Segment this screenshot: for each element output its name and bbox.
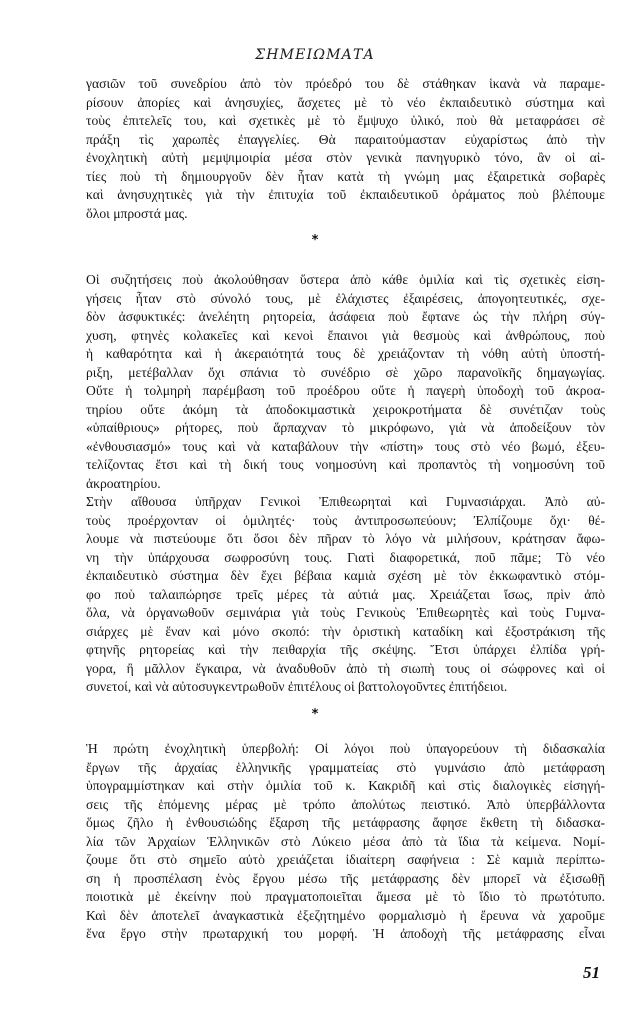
text-line: ρίσουν ἀπορίες καὶ ἀνησυχίες, ἄσχετες μὲ τὸ νέο ἐκπαιδευτικὸ σύστημα καὶ	[86, 94, 605, 110]
paragraph-section-1	[86, 75, 605, 223]
text-line: «ἐνθουσιασμό» τους καὶ νὰ καταβάλουν τὴν «πίστη» τους στὸ νέο βωμό, ἐξευ-	[86, 438, 605, 454]
paragraph-section-3	[86, 740, 605, 944]
text-line: σεις τῆς ἑπόμενης μέρας μὲ τρόπο ἀπολύτως πειστικό. Ἀπὸ ὑπερβάλλοντα	[86, 796, 605, 812]
text-line: γήσεις ἦταν στὸ σύνολό τους, μὲ ἐλάχιστες ἐξαιρέσεις, ἀπογοητευτικές, σχε-	[86, 290, 605, 306]
text-line: Καὶ δὲν ἀποτελεῖ ἀναγκαστικὰ ἐξεζητημένο φορμαλισμὸ ἡ ἔρευνα νὰ χαροῦμε	[86, 907, 605, 923]
text-line: λουμε νὰ πιστεύουμε ὅτι ὅσοι δὲν πῆραν τὸ λόγο νὰ μιλήσουν, κράτησαν ἄφω-	[86, 531, 605, 546]
paragraph-section-2	[86, 271, 605, 697]
text-line: ζουμε ὅτι στὸ σημεῖο αὐτὸ χρειάζεται ἰδιαίτερη σαφήνεια : Σὲ καμιὰ περίπτω-	[86, 852, 605, 867]
text-line: ὅμως ζῆλο ἡ ἐνθουσιώδης ἔξαρση τῆς μετάφρασης ἄφησε ἔκθετη τὴ διδασκα-	[86, 815, 605, 830]
text-line: τοὺς ἐπιτελεῖς του, καὶ σχετικὲς μὲ τὸ ἔμψυχο ὑλικό, ποὺ θὰ μεταφράσει σὲ	[86, 113, 605, 128]
text-line: γασιῶν τοῦ συνεδρίου ἀπὸ τὸν πρόεδρό του δὲ στάθηκαν ἱκανὰ νὰ παραμε-	[86, 76, 605, 91]
text-line: Οὔτε ἡ τολμηρὴ παρέμβαση τοῦ προέδρου οὔτε ἡ παγερὴ ὑποδοχὴ τοῦ ἀκροα-	[86, 383, 605, 398]
text-line: ἐνοχλητικὴ αὐτὴ μεμψιμοιρία μέσα στὸν γενικὰ πανηγυρικὸ τόνο, ἂν οἱ αἰ-	[86, 150, 605, 165]
section-separator-star: *	[311, 707, 319, 722]
text-line: ἐκπαιδευτικὸ σύστημα δὲν ἔχει βέβαια καμιὰ σχέση μὲ τὸν ἐκκωφαντικὸ στόμ-	[86, 568, 605, 583]
text-line: φτηνῆς ρητορείας καὶ τὴν πειθαρχία τῆς σκέψης. Ἔτσι ὑπάρχει ἐλπίδα γρή-	[86, 642, 605, 657]
text-line: ποιοτικὰ μὲ ἐκείνην ποὺ πραγματοποιεῖται ἄμεσα μὲ τὸ ἴδιο τὸ πρωτότυπο.	[86, 889, 605, 904]
text-line: ἔργων τῆς ἀρχαίας ἑλληνικῆς γραμματείας στὸ γυμνάσιο ἀπὸ μετάφραση	[86, 759, 605, 775]
text-line: ὅλα, νὰ ὀργανωθοῦν σεμινάρια γιὰ τοὺς Γενικοὺς Ἐπιθεωρητὲς καὶ τοὺς Γυμνα-	[86, 605, 605, 620]
text-line: λία τῶν Ἀρχαίων Ἑλληνικῶν στὸ Λύκειο μέσα ἀπὸ τὰ ἴδια τὰ κείμενα. Νομί-	[86, 833, 605, 849]
text-line: νη τὴν ὑπάρχουσα σωφροσύνη τους. Γιατὶ διαφορετικά, ποῦ πᾶμε; Τὸ νέο	[86, 549, 605, 565]
running-header: ΣΗΜΕΙΩΜΑΤΑ	[255, 47, 375, 63]
text-line: σιάρχες μὲ ἕναν καὶ μόνο σκοπό: τὴν ὁριστικὴ καταδίκη καὶ ἐξοστράκιση τῆς	[86, 623, 605, 639]
text-line: ὅλοι μπροστά μας.	[86, 205, 188, 221]
text-line: τοὺς προέρχονταν οἱ ὁμιλητές· τοὺς ἀντιπροσωπεύουν; Ἐλπίζουμε ὄχι· θέ-	[86, 512, 605, 528]
text-line: ἀκροατηρίου.	[86, 475, 161, 491]
text-line: ση ἡ προσπέλαση ἑνὸς ἔργου μέσω τῆς μετάφρασης δὲν μπορεῖ νὰ ἐξισωθῇ	[86, 870, 605, 886]
section-separator-star: *	[311, 233, 319, 248]
text-line: ριξη, μετέβαλλαν ὄχι σπάνια τὸ συνέδριο σὲ χῶρο παρανοϊκῆς δημαγωγίας.	[86, 364, 605, 380]
text-line: δὸν ἀσφυκτικές: ἀνελέητη ρητορεία, ἀσάφεια ποὺ ἔφτανε ὡς τὴν πλήρη σύγ-	[86, 309, 605, 324]
text-line: συνετοί, καὶ νὰ αὐτοσυγκεντρωθοῦν ἐπιτέλους οἱ βαττολογοῦντες ἐπιτήδειοι.	[86, 679, 508, 694]
text-line: πράξη τὶς χαρωπὲς ἐπαγγελίες. Θὰ παραιτούμασταν εὐχαρίστως ἀπὸ τὴν	[86, 131, 605, 147]
text-line: «ὑπαίθριους» ρήτορες, ποὺ ἅρπαχναν τὸ μικρόφωνο, γιὰ νὰ ἀποδείξουν τὸν	[86, 420, 605, 435]
text-line: τίες ποὺ τὴ δημιουργοῦν δὲν ἦταν κατὰ τὴ γνώμη μας ἐξαιρετικὰ σοβαρὲς	[86, 168, 605, 184]
text-line: τελίζοντας ἔτσι καὶ τὴ δική τους νοημοσύνη καὶ προπαντὸς τὴ νοημοσύνη τοῦ	[86, 457, 605, 472]
page-number: 51	[583, 963, 600, 982]
text-line: χυση, φτηνὲς κολακεῖες καὶ κενοὶ ἔπαινοι γιὰ θεσμοὺς καὶ ἀνθρώπους, ποὺ	[86, 327, 605, 343]
text-line: καὶ ἀνησυχητικὲς γιὰ τὴν ἐπιτυχία τοῦ ἐκπαιδευτικοῦ ὁράματος ποὺ βλέπουμε	[86, 187, 605, 202]
text-line: ὑπογραμμίστηκαν καὶ στὴν ὁμιλία τοῦ κ. Κακριδῆ καὶ στὶς διαλογικὲς εἰσηγή-	[86, 778, 605, 793]
text-line: Οἱ συζητήσεις ποὺ ἀκολούθησαν ὕστερα ἀπὸ κάθε ὁμιλία καὶ τὶς σχετικὲς εἰση-	[86, 272, 605, 287]
text-line: τηρίου οὔτε ἀκόμη τὰ ἀποδοκιμαστικὰ χειροκροτήματα δὲ συνέτιζαν τοὺς	[86, 401, 605, 417]
text-line: ἕνα ἔργο στὴν πρωταρχική του μορφή. Ἡ ἀποδοχὴ τῆς μετάφρασης εἶναι	[86, 926, 605, 941]
text-line: γορα, ἢ μᾶλλον ἔγκαιρα, νὰ ἀναδυθοῦν ἀπὸ τὴ σιωπὴ τους οἱ σώφρονες καὶ οἱ	[86, 660, 605, 676]
text-line: ἡ καθαρότητα καὶ ἡ ἀκεραιότητά τους δὲ χρειάζονταν τὴ νόθη αὐτὴ ὑποστή-	[86, 346, 605, 361]
text-line: φο ποὺ ταλαιπώρησε τρεῖς μέρες τὰ αὐτιά μας. Χρειάζεται ἴσως, πρὶν ἀπὸ	[86, 586, 605, 602]
text-line: Ἡ πρώτη ἐνοχλητικὴ ὑπερβολή: Οἱ λόγοι ποὺ ὑπαγορεύουν τὴ διδασκαλία	[86, 741, 605, 756]
text-line: Στὴν αἴθουσα ὑπῆρχαν Γενικοὶ Ἐπιθεωρηταὶ καὶ Γυμνασιάρχαι. Ἀπὸ αὐ-	[86, 494, 605, 509]
